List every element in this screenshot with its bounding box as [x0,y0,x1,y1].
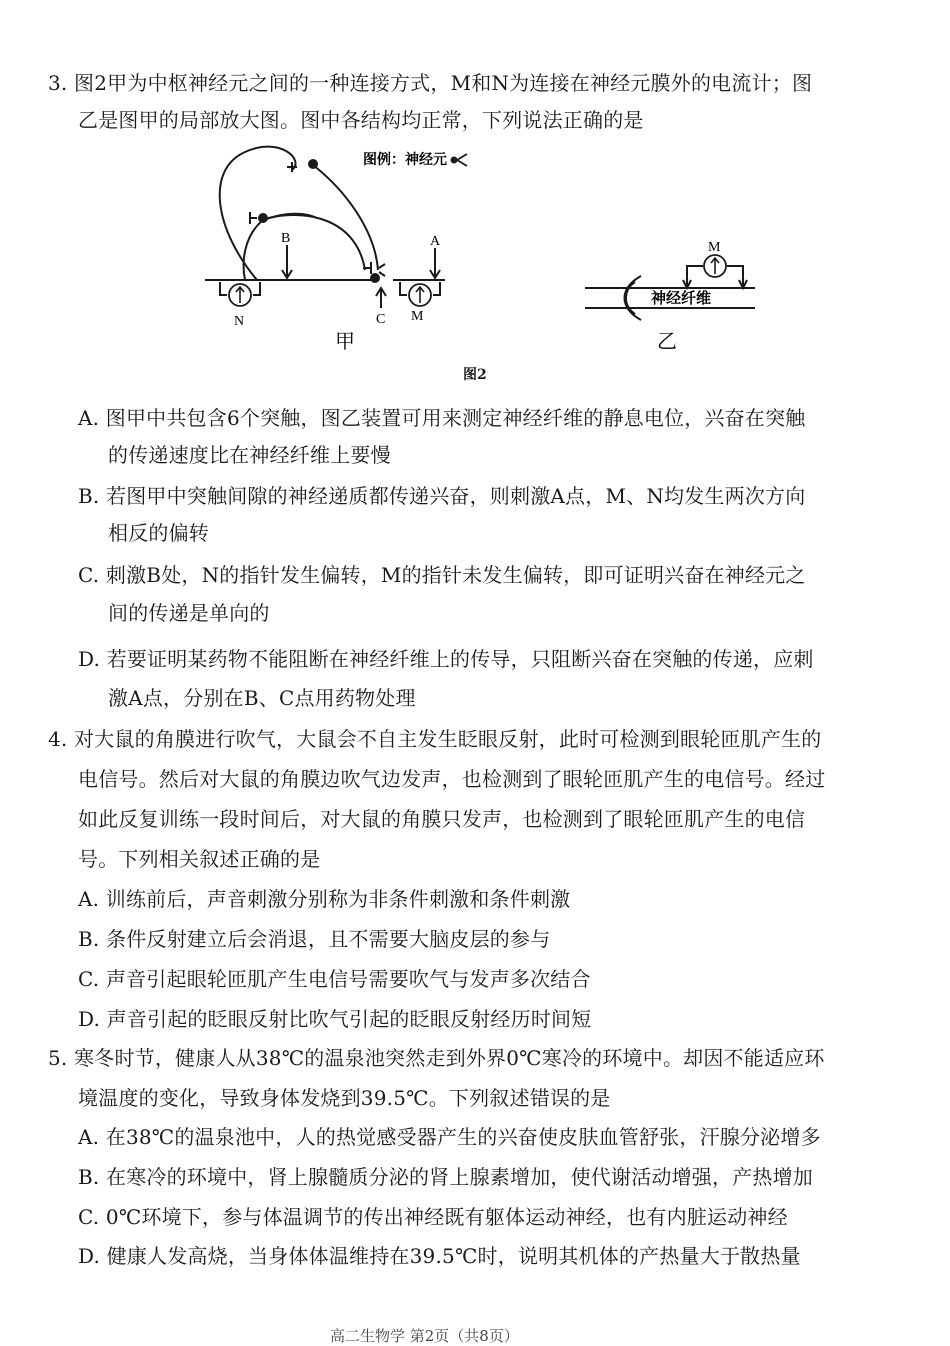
label-A: A [430,234,441,249]
q3-option-c-line-2: 间的传递是单向的 [108,601,270,625]
q3-option-b-line-1: B. 若图甲中突触间隙的神经递质都传递兴奋，则刺激A点，M、N均发生两次方向 [78,484,806,508]
q3-option-d-line-1: D. 若要证明某药物不能阻断在神经纤维上的传导，只阻断兴奋在突触的传递，应刺 [78,647,814,671]
q3-stem-line-2: 乙是图甲的局部放大图。图中各结构均正常，下列说法正确的是 [78,108,644,132]
q5-stem-line-1: 5. 寒冬时节，健康人从38℃的温泉池突然走到外界0℃寒冷的环境中。却因不能适应环 [48,1046,825,1070]
q4-stem-line-2: 电信号。然后对大鼠的角膜边吹气边发声，也检测到了眼轮匝肌产生的电信号。经过 [78,767,826,791]
q3-option-d-line-2: 激A点，分别在B、C点用药物处理 [108,686,416,710]
label-N: N [234,314,245,329]
label-jia: 甲 [335,331,355,353]
label-M-fiber: M [708,240,721,255]
q3-stem-line-1: 3. 图2甲为中枢神经元之间的一种连接方式，M和N为连接在神经元膜外的电流计；图 [48,71,813,95]
q5-option-c: C. 0℃环境下，参与体温调节的传出神经既有躯体运动神经，也有内脏运动神经 [78,1205,788,1229]
figure-2 [195,140,755,390]
q5-stem-line-2: 境温度的变化，导致身体发烧到39.5℃。下列叙述错误的是 [78,1086,611,1110]
label-yi: 乙 [657,331,677,353]
label-M: M [411,309,424,324]
label-C: C [376,312,386,327]
q3-option-a-line-2: 的传递速度比在神经纤维上要慢 [108,443,391,467]
page-footer: 高二生物学 第2页（共8页） [330,1327,519,1345]
q4-stem-line-1: 4. 对大鼠的角膜进行吹气，大鼠会不自主发生眨眼反射，此时可检测到眼轮匝肌产生的 [48,727,822,751]
q3-option-b-line-2: 相反的偏转 [108,521,209,545]
label-nerve-fiber: 神经纤维 [651,290,712,307]
legend-label: 图例：神经元 [363,151,447,167]
figure-caption: 图2 [463,367,487,383]
q4-option-c: C. 声音引起眼轮匝肌产生电信号需要吹气与发声多次结合 [78,967,591,991]
q5-option-a: A. 在38℃的温泉池中，人的热觉感受器产生的兴奋使皮肤血管舒张，汗腺分泌增多 [78,1125,821,1149]
q4-option-d: D. 声音引起的眨眼反射比吹气引起的眨眼反射经历时间短 [78,1007,592,1031]
q4-option-a: A. 训练前后，声音刺激分别称为非条件刺激和条件刺激 [78,887,571,911]
q5-option-b: B. 在寒冷的环境中，肾上腺髓质分泌的肾上腺素增加，使代谢活动增强，产热增加 [78,1165,814,1189]
q3-option-a-line-1: A. 图甲中共包含6个突触，图乙装置可用来测定神经纤维的静息电位，兴奋在突触 [78,406,806,430]
q3-option-c-line-1: C. 刺激B处，N的指针发生偏转，M的指针未发生偏转，即可证明兴奋在神经元之 [78,563,806,587]
q5-option-d: D. 健康人发高烧，当身体体温维持在39.5℃时，说明其机体的产热量大于散热量 [78,1244,801,1268]
q4-stem-line-3: 如此反复训练一段时间后，对大鼠的角膜只发声，也检测到了眼轮匝肌产生的电信 [78,807,806,831]
q4-stem-line-4: 号。下列相关叙述正确的是 [78,847,321,871]
neuron-diagram [195,140,755,390]
q4-option-b: B. 条件反射建立后会消退，且不需要大脑皮层的参与 [78,927,551,951]
label-B: B [281,231,291,246]
